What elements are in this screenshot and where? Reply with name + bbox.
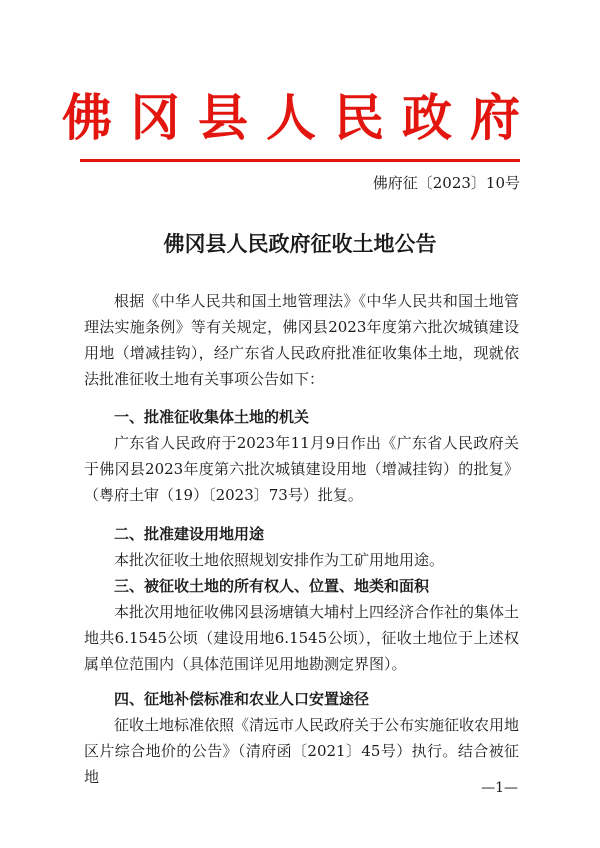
section-heading-4: 四、征地补偿标准和农业人口安置途径 [114, 690, 370, 708]
announcement-title: 佛冈县人民政府征收土地公告 [163, 231, 437, 256]
section-heading-1: 一、批准征收集体土地的机关 [114, 408, 310, 426]
section-heading-3: 三、被征收土地的所有权人、位置、地类和面积 [114, 577, 430, 595]
red-divider-line [80, 159, 520, 162]
section-text-1: 广东省人民政府于2023年11月9日作出《广东省人民政府关于佛冈县2023年度第六批次城镇建设用地（增减挂钩）的批复》（粤府土审（19）〔2023〕73号）批复。 [84, 434, 519, 504]
section-text-2: 本批次征收土地依照规划安排作为工矿用地用途。 [114, 551, 445, 569]
document-number: 佛府征〔2023〕10号 [372, 174, 520, 192]
intro-paragraph: 根据《中华人民共和国土地管理法》《中华人民共和国土地管理法实施条例》等有关规定，佛冈县2023年度第六批次城镇建设用地（增减挂钩），经广东省人民政府批准征收集体土地，现就依法批准征收土地有关事项公告如下： [84, 292, 519, 388]
section-text-4: 征收土地标准依照《清远市人民政府关于公布实施征收农用地区片综合地价的公告》（清府函〔2021〕45号）执行。结合被征地 [84, 716, 520, 786]
masthead-title: 佛冈县人民政府 [62, 88, 538, 147]
page-number: —1— [481, 780, 518, 796]
section-heading-2: 二、批准建设用地用途 [114, 525, 265, 543]
section-text-3: 本批次用地征收佛冈县汤塘镇大埔村上四经济合作社的集体土地共6.1545公顷（建设用地6.1545公顷），征收土地位于上述权属单位范围内（具体范围详见用地勘测定界图）。 [84, 603, 520, 673]
